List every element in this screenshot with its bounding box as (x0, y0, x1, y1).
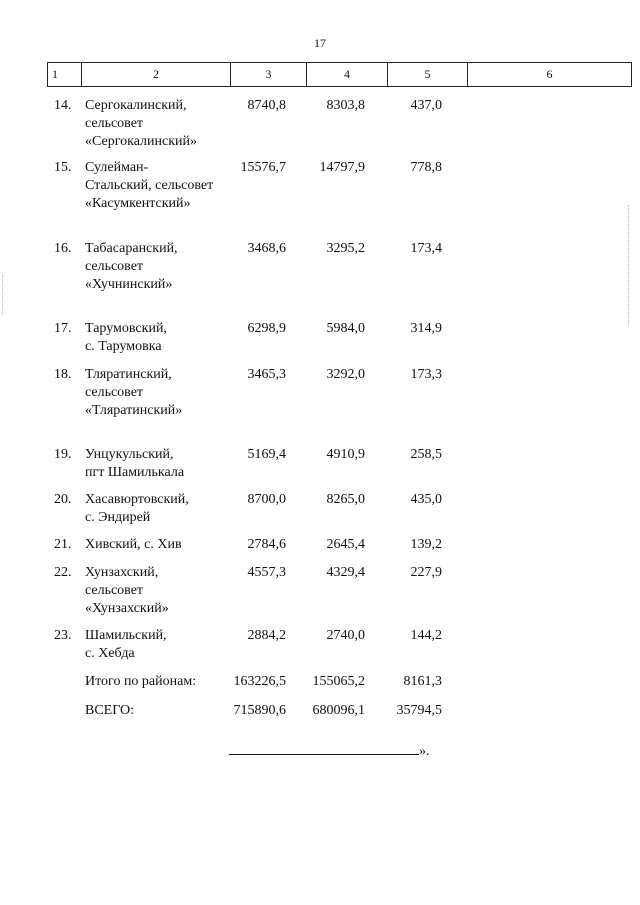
district-name (85, 491, 235, 527)
value-col-4: 14797,9 (319, 160, 365, 175)
total-col-5: 8161,3 (403, 674, 442, 689)
district-name (85, 627, 235, 663)
district-name (85, 366, 235, 420)
value-col-5: 139,2 (410, 537, 442, 552)
value-col-3: 6298,9 (247, 321, 286, 336)
value-col-4: 8303,8 (326, 98, 365, 113)
district-name (85, 536, 235, 554)
district-name (85, 320, 235, 356)
district-name-line: «Хунзахский» (85, 601, 169, 616)
scan-artifact (2, 275, 4, 315)
value-col-5: 173,3 (410, 367, 442, 382)
district-name-line: пгт Шамилькала (85, 465, 185, 480)
row-number: 17. (54, 321, 72, 336)
closing-quote: ». (419, 744, 430, 759)
scan-artifact (628, 205, 630, 325)
row-number: 18. (54, 367, 72, 382)
grand-total-label: ВСЕГО: (85, 703, 134, 718)
value-col-4: 3295,2 (326, 241, 365, 256)
district-name-line: Тляратинский, (85, 367, 172, 382)
value-col-4: 5984,0 (326, 321, 365, 336)
closing-line (229, 741, 430, 761)
district-name-line: сельсовет (85, 385, 144, 400)
value-col-3: 2884,2 (247, 628, 286, 643)
row-number: 15. (54, 160, 72, 175)
value-col-3: 2784,6 (247, 537, 286, 552)
district-name (85, 97, 235, 151)
district-name-line: Тарумовский, (85, 321, 167, 336)
total-col-4: 155065,2 (312, 674, 365, 689)
column-header-row (47, 62, 632, 87)
row-number: 23. (54, 628, 72, 643)
district-name-line: «Тляратинский» (85, 403, 183, 418)
district-name (85, 446, 235, 482)
district-name-line: Хивский, с. Хив (85, 537, 182, 552)
district-name-line: сельсовет (85, 583, 144, 598)
district-name-line: Сергокалинский, (85, 98, 187, 113)
value-col-4: 3292,0 (326, 367, 365, 382)
value-col-4: 4329,4 (326, 565, 365, 580)
value-col-3: 3465,3 (247, 367, 286, 382)
district-name-line: «Сергокалинский» (85, 134, 198, 149)
row-number: 16. (54, 241, 72, 256)
row-number: 20. (54, 492, 72, 507)
value-col-4: 8265,0 (326, 492, 365, 507)
value-col-3: 8700,0 (247, 492, 286, 507)
district-name-line: сельсовет (85, 259, 144, 274)
district-name-line: Хасавюртовский, (85, 492, 189, 507)
column-header-5: 5 (388, 63, 468, 86)
row-number: 14. (54, 98, 72, 113)
district-name-line: Стальский, сельсовет (85, 178, 214, 193)
value-col-5: 778,8 (410, 160, 442, 175)
value-col-5: 437,0 (410, 98, 442, 113)
column-header-1: 1 (48, 63, 82, 86)
district-name-line: с. Хебда (85, 646, 135, 661)
value-col-3: 15576,7 (240, 160, 286, 175)
district-name-line: сельсовет (85, 116, 144, 131)
grand-total-col-5: 35794,5 (396, 703, 442, 718)
district-name-line: Табасаранский, (85, 241, 178, 256)
value-col-5: 435,0 (410, 492, 442, 507)
value-col-3: 4557,3 (247, 565, 286, 580)
district-name-line: «Хучнинский» (85, 277, 173, 292)
district-name (85, 564, 235, 618)
district-name-line: Сулейман- (85, 160, 149, 175)
district-name-line: Унцукульский, (85, 447, 174, 462)
column-header-4: 4 (307, 63, 388, 86)
district-name-line: с. Эндирей (85, 510, 151, 525)
value-col-5: 173,4 (410, 241, 442, 256)
grand-total-col-3: 715890,6 (233, 703, 286, 718)
value-col-4: 4910,9 (326, 447, 365, 462)
value-col-4: 2740,0 (326, 628, 365, 643)
page-number: 17 (314, 36, 326, 50)
column-header-6: 6 (546, 67, 553, 81)
district-name-line: Шамильский, (85, 628, 167, 643)
district-name-line: Хунзахский, (85, 565, 159, 580)
value-col-3: 5169,4 (247, 447, 286, 462)
value-col-4: 2645,4 (326, 537, 365, 552)
district-name-line: с. Тарумовка (85, 339, 162, 354)
grand-total-col-4: 680096,1 (312, 703, 365, 718)
row-number: 19. (54, 447, 72, 462)
column-header-3: 3 (231, 63, 307, 86)
total-label: Итого по районам: (85, 674, 197, 689)
row-number: 21. (54, 537, 72, 552)
district-name (85, 159, 235, 213)
signature-rule (229, 741, 419, 755)
total-col-3: 163226,5 (233, 674, 286, 689)
row-number: 22. (54, 565, 72, 580)
district-name-line: «Касумкентский» (85, 196, 191, 211)
value-col-5: 258,5 (410, 447, 442, 462)
value-col-5: 227,9 (410, 565, 442, 580)
district-name (85, 240, 235, 294)
value-col-5: 314,9 (410, 321, 442, 336)
value-col-3: 8740,8 (247, 98, 286, 113)
value-col-5: 144,2 (410, 628, 442, 643)
value-col-3: 3468,6 (247, 241, 286, 256)
column-header-2: 2 (82, 63, 231, 86)
